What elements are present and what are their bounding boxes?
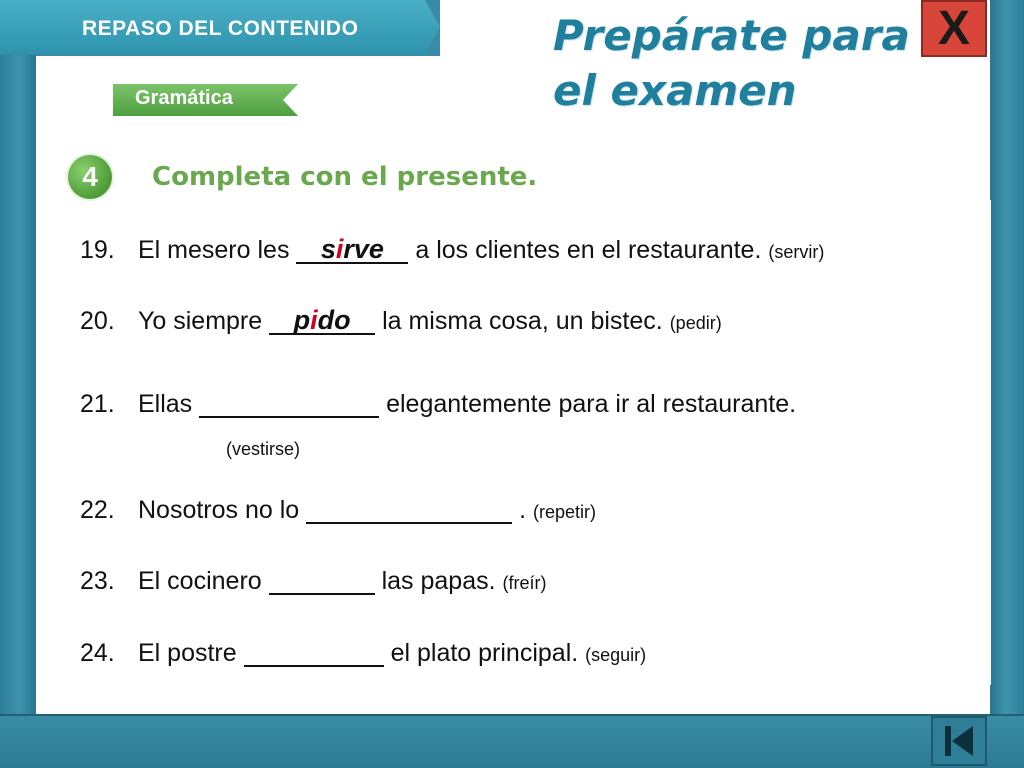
answer-blank[interactable] [244, 641, 384, 667]
x-icon: X [937, 2, 970, 55]
content-panel [36, 56, 990, 716]
exercise-item-22: 22. Nosotros no lo . (repetir) [80, 496, 597, 524]
answer-blank[interactable] [269, 569, 375, 595]
answer-blank[interactable]: sirve [296, 237, 408, 264]
verb-hint: (freír) [502, 573, 547, 593]
exercise-number-badge: 4 [68, 155, 112, 199]
exercise-instruction: Completa con el presente. [152, 162, 538, 192]
right-frame-stripe [990, 0, 1024, 768]
verb-hint: (repetir) [533, 502, 597, 522]
bottom-bar [0, 714, 1024, 768]
banner-label: REPASO DEL CONTENIDO [82, 17, 359, 40]
grammar-tag-label: Gramática [135, 87, 233, 109]
close-button[interactable] [921, 0, 987, 57]
title-line-2: el examen [553, 66, 797, 115]
verb-hint: (servir) [768, 242, 825, 262]
exercise-item-19: 19. El mesero les sirve a los clientes en el restaurante. (servir) [80, 234, 825, 264]
verb-hint: (pedir) [669, 313, 722, 333]
answer-blank[interactable]: pido [269, 308, 375, 335]
left-frame-stripe [0, 55, 36, 768]
verb-hint: (seguir) [585, 645, 647, 665]
exercise-item-21: 21. Ellas elegantemente para ir al restaurante. [80, 390, 797, 418]
back-to-start-button[interactable] [931, 716, 987, 766]
answer-blank[interactable] [306, 498, 512, 524]
skip-back-icon [940, 722, 978, 760]
verb-hint: (vestirse) [226, 439, 301, 459]
page-title [553, 8, 910, 118]
exercise-item-24: 24. El postre el plato principal. (seguir) [80, 639, 647, 667]
exercise-item-23: 23. El cocinero las papas. (freír) [80, 567, 547, 595]
panel-edge [985, 200, 991, 685]
answer-blank[interactable] [199, 392, 379, 418]
exercise-item-20: 20. Yo siempre pido la misma cosa, un bistec. (pedir) [80, 305, 722, 335]
title-line-1: Prepárate para [553, 11, 910, 60]
